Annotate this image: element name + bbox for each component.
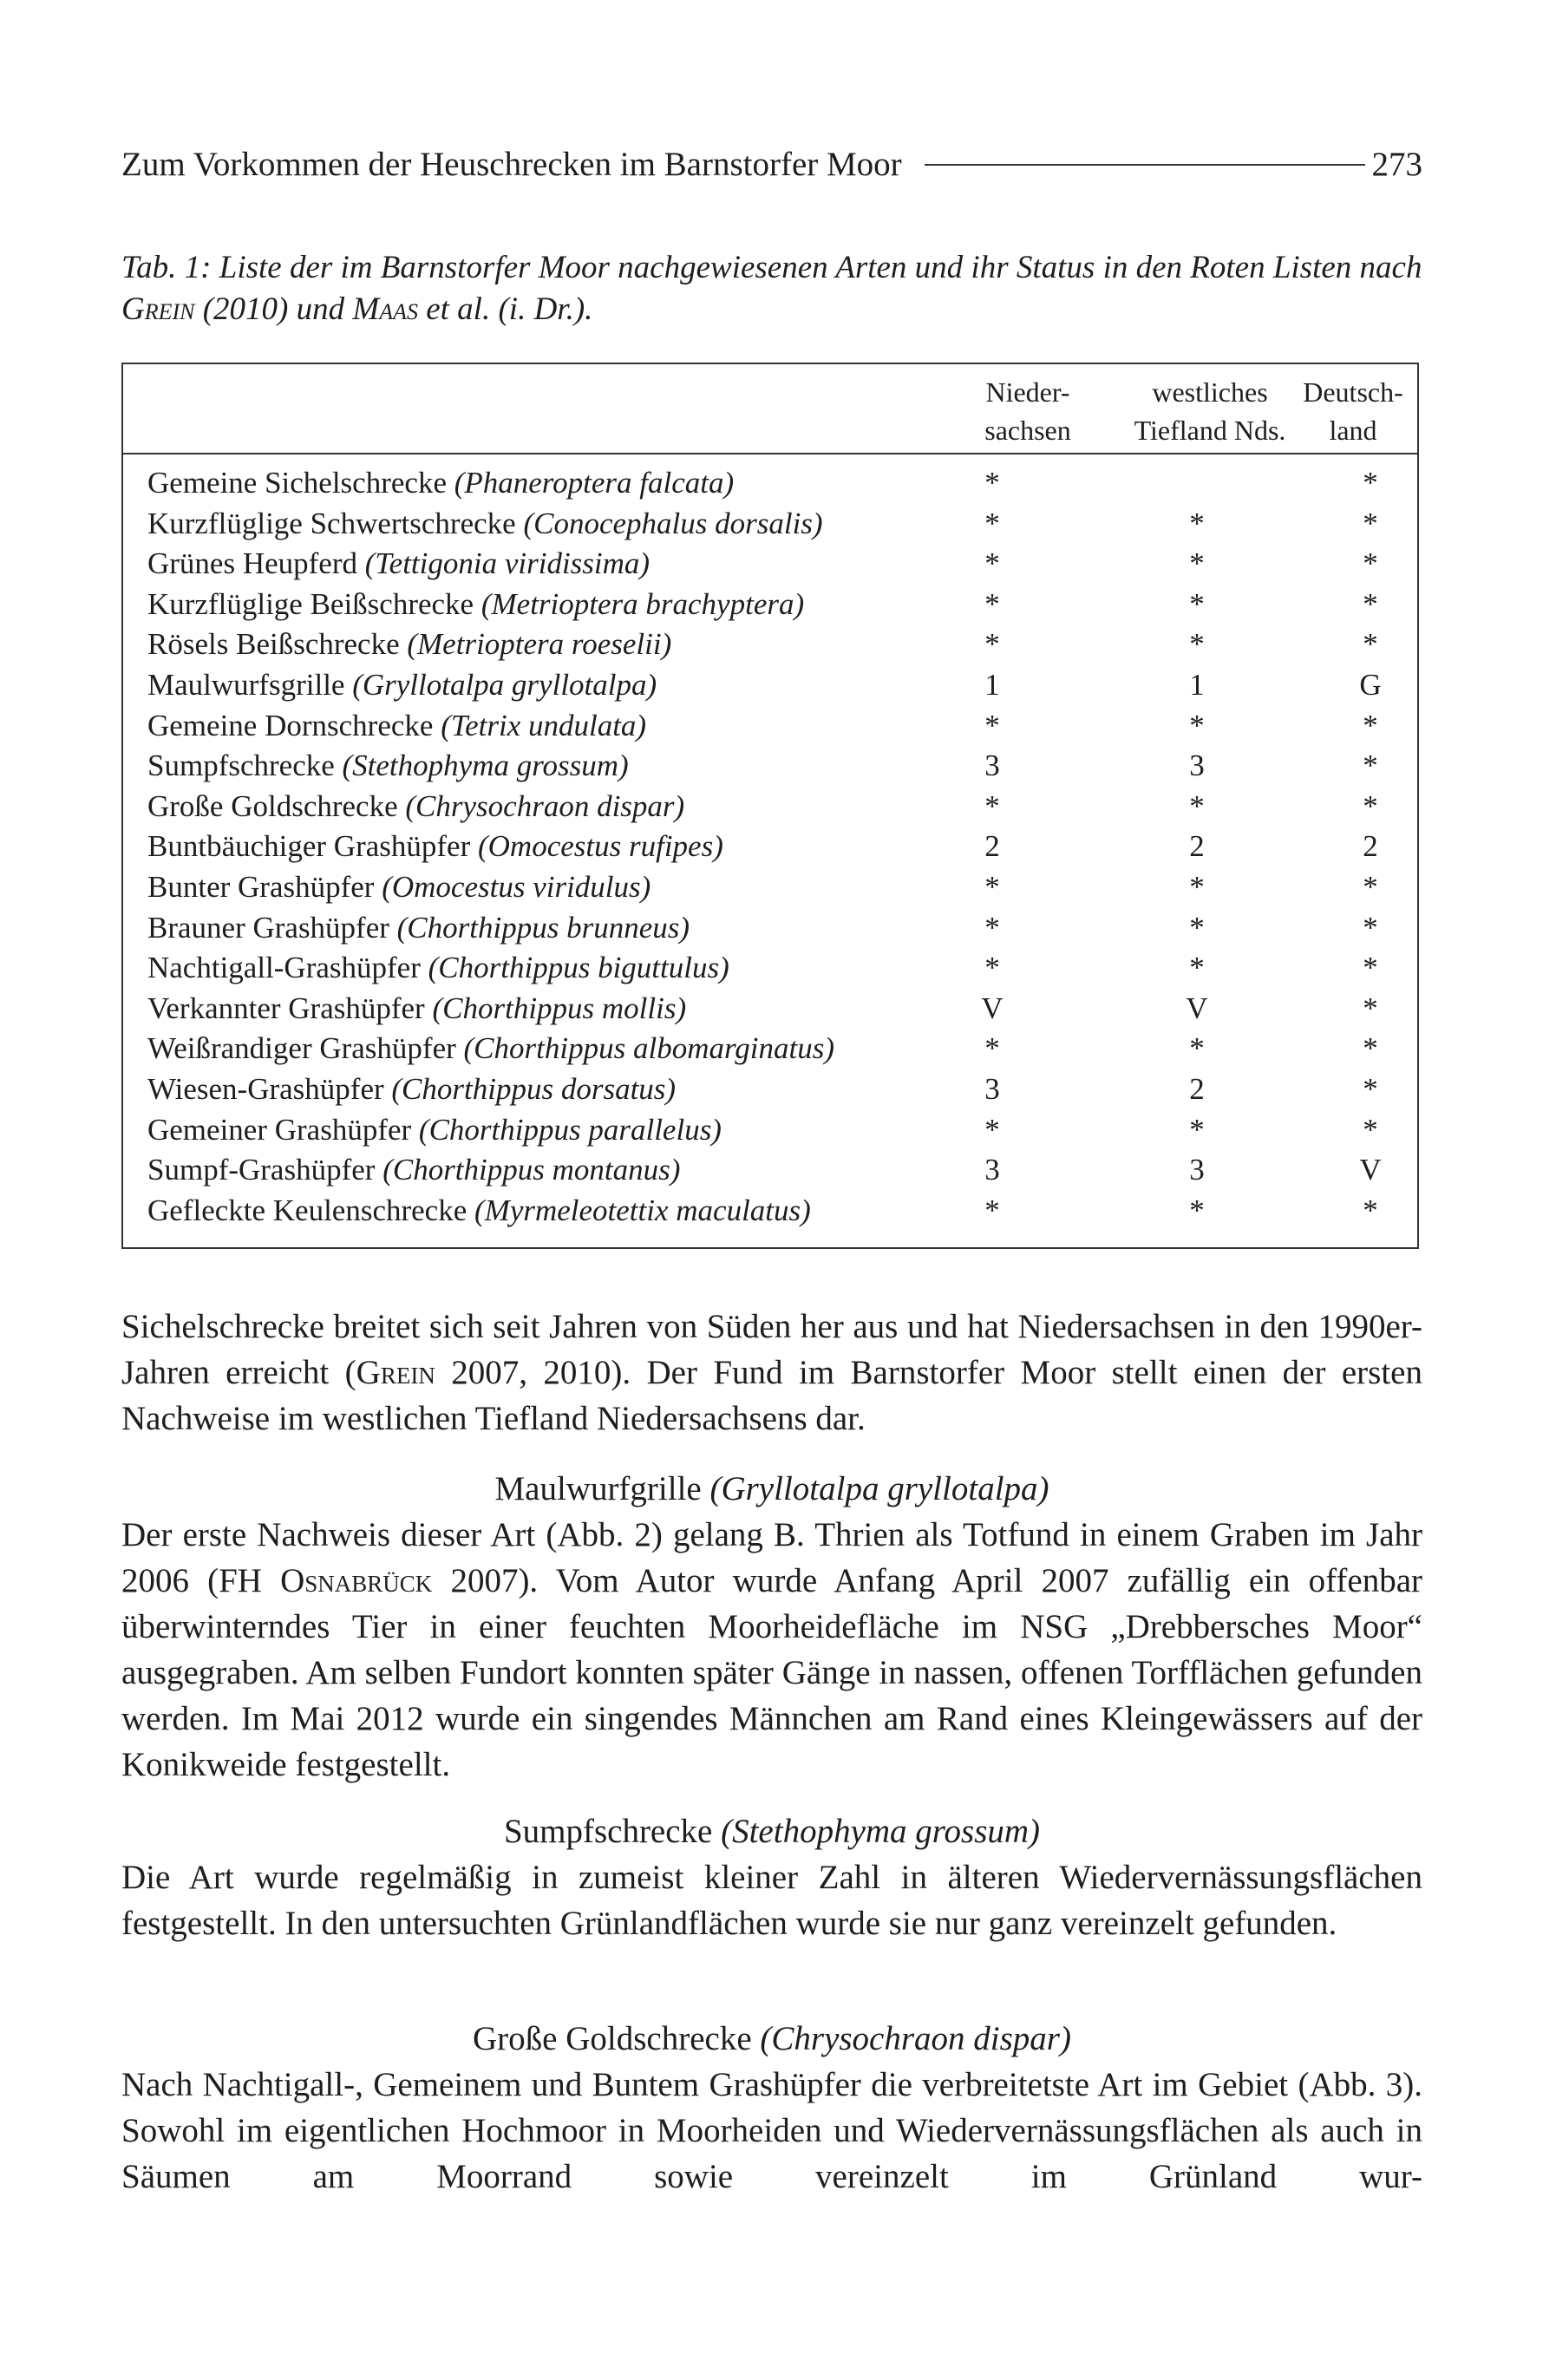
status-niedersachsen: * — [984, 951, 1000, 985]
species-name — [147, 1191, 811, 1232]
caption-text: et al. (i. Dr.). — [417, 291, 593, 327]
table-row — [147, 948, 1414, 989]
species-common-name: Gefleckte Keulenschrecke — [147, 1193, 467, 1227]
species-scientific-name: (Chorthippus mollis) — [432, 991, 687, 1025]
species-name — [147, 504, 823, 545]
species-scientific-name: (Chorthippus brunneus) — [396, 910, 690, 945]
species-name — [147, 827, 723, 867]
species-scientific-name: (Gryllotalpa gryllotalpa) — [352, 667, 657, 702]
status-deutschland: * — [1363, 586, 1378, 621]
species-name — [147, 908, 690, 949]
status-westliches-tiefland: * — [1189, 788, 1205, 823]
status-niedersachsen: * — [984, 1193, 1000, 1227]
column-header-line: sachsen — [984, 415, 1071, 446]
section-heading-sumpfschrecke — [121, 1808, 1422, 1854]
species-common-name: Grünes Heupferd — [147, 546, 357, 581]
status-deutschland: * — [1363, 546, 1378, 581]
caption-author: Maas — [352, 291, 418, 327]
species-common-name: Wiesen-Grashüpfer — [147, 1071, 384, 1106]
species-scientific-name: (Stethophyma grossum) — [342, 749, 629, 783]
paragraph-goldschrecke: Nach Nachtigall-, Gemeinem und Buntem Grashüpfer die verbreitetste Art im Gebiet (Abb. 3). Sowohl im eigentlichen Hochmoor in Moorheiden und Wiedervernässungsflächen als auch in Säumen am Moorrand sowie vereinzelt im Grünland wur- — [121, 2066, 1422, 2195]
paragraph-text: 2007, 2010). Der Fund im Barnstorfer Moor stellt einen der ersten Nachweise im westlichen Tiefland Niedersachsens dar. — [121, 1354, 1422, 1437]
paragraph-text: Sichelschrecke breitet sich seit Jahren von Süden her aus und hat Niedersachsen in den 1990er-Jahren erreicht ( — [121, 1308, 1422, 1391]
species-common-name: Bunter Grashüpfer — [147, 869, 375, 904]
column-header-deutschland — [1258, 373, 1448, 449]
status-niedersachsen: * — [984, 788, 1000, 823]
table-row — [147, 787, 1414, 827]
species-name — [147, 867, 651, 908]
species-scientific-name: (Myrmeleotettix maculatus) — [474, 1193, 811, 1227]
status-deutschland: * — [1363, 1112, 1378, 1147]
paragraph-sichelschrecke — [121, 1304, 1422, 1442]
section-heading-maulwurfgrille — [121, 1466, 1422, 1512]
column-header-line: land — [1329, 415, 1377, 446]
species-scientific-name: (Tetrix undulata) — [441, 708, 647, 742]
species-scientific-name: (Metrioptera roeselii) — [407, 627, 672, 662]
status-deutschland: * — [1363, 627, 1378, 662]
table-row — [147, 585, 1414, 625]
species-scientific-name: (Omocestus viridulus) — [382, 869, 651, 904]
species-name — [147, 624, 671, 665]
running-header — [121, 139, 1422, 191]
status-deutschland: * — [1363, 1031, 1378, 1066]
column-header-niedersachsen — [937, 373, 1119, 449]
status-niedersachsen: * — [984, 1031, 1000, 1066]
species-table — [121, 363, 1419, 1249]
paragraph-text: 2007). Vom Autor wurde Anfang April 2007 zufällig ein offenbar überwinterndes Tier in einer feuchten Moorheidefläche im NSG „Drebbersches Moor“ ausgegraben. Am selben Fundort konnten später Gänge in nassen, offenen Torfflächen gefunden werden. Im Mai 2012 wurde ein singendes Männchen am Rand eines Kleingewässers auf der Konikweide festgestellt. — [121, 1562, 1423, 1783]
status-deutschland: 2 — [1363, 829, 1378, 864]
status-deutschland: * — [1363, 951, 1378, 985]
status-niedersachsen: * — [984, 627, 1000, 662]
status-westliches-tiefland: * — [1189, 708, 1205, 742]
species-common-name: Kurzflüglige Beißschrecke — [147, 586, 474, 621]
status-niedersachsen: 3 — [984, 1071, 1000, 1106]
species-scientific-name: (Metrioptera brachyptera) — [481, 586, 805, 621]
status-deutschland: * — [1363, 708, 1378, 742]
species-common-name: Nachtigall-Grashüpfer — [147, 951, 421, 985]
status-niedersachsen: * — [984, 586, 1000, 621]
table-row — [147, 504, 1414, 545]
species-common-name: Kurzflüglige Schwertschrecke — [147, 506, 516, 540]
status-niedersachsen: * — [984, 1112, 1000, 1147]
status-deutschland: G — [1359, 667, 1382, 702]
species-name — [147, 1029, 834, 1069]
status-niedersachsen: 3 — [984, 749, 1000, 783]
status-deutschland: * — [1363, 869, 1378, 904]
status-deutschland: * — [1363, 506, 1378, 540]
column-header-line: Tiefland Nds. — [1134, 415, 1286, 446]
species-scientific-name: (Chorthippus montanus) — [382, 1153, 681, 1187]
status-deutschland: * — [1363, 1193, 1378, 1227]
species-common-name: Verkannter Grashüpfer — [147, 991, 425, 1025]
status-westliches-tiefland: 2 — [1189, 829, 1205, 864]
species-scientific-name: (Chorthippus biguttulus) — [428, 951, 729, 985]
paragraph-maulwurfgrille — [121, 1512, 1422, 1788]
caption-text: (2010) und — [194, 291, 353, 327]
species-name — [147, 1069, 676, 1110]
status-westliches-tiefland: * — [1189, 586, 1205, 621]
heading-scientific-name: (Stethophyma grossum) — [721, 1813, 1041, 1850]
species-name — [147, 1150, 680, 1191]
status-niedersachsen: V — [981, 991, 1004, 1025]
table-row — [147, 624, 1414, 665]
species-name — [147, 746, 629, 787]
caption-author: Grein — [121, 291, 195, 327]
heading-name: Sumpfschrecke — [503, 1813, 713, 1850]
species-scientific-name: (Chorthippus albomarginatus) — [463, 1031, 835, 1066]
status-niedersachsen: * — [984, 546, 1000, 581]
paragraph-sumpfschrecke: Die Art wurde regelmäßig in zumeist kleiner Zahl in älteren Wiedervernässungsflächen festgestellt. In den untersuchten Grünlandflächen wurde sie nur ganz vereinzelt gefunden. — [121, 1859, 1422, 1942]
column-header-line: westliches — [1152, 376, 1268, 408]
species-common-name: Buntbäuchiger Grashüpfer — [147, 829, 471, 864]
species-name — [147, 544, 650, 585]
status-westliches-tiefland: * — [1189, 1193, 1205, 1227]
species-common-name: Gemeine Sichelschrecke — [147, 466, 447, 500]
species-common-name: Weißrandiger Grashüpfer — [147, 1031, 456, 1066]
heading-scientific-name: (Chrysochraon dispar) — [760, 2020, 1071, 2057]
status-niedersachsen: 1 — [984, 667, 1000, 702]
status-westliches-tiefland: 1 — [1189, 667, 1205, 702]
page-number: 273 — [1371, 146, 1422, 183]
status-westliches-tiefland: * — [1189, 1112, 1205, 1147]
heading-scientific-name: (Gryllotalpa gryllotalpa) — [709, 1470, 1049, 1507]
species-scientific-name: (Chorthippus dorsatus) — [391, 1071, 677, 1106]
status-westliches-tiefland: 3 — [1189, 749, 1205, 783]
species-common-name: Sumpfschrecke — [147, 749, 335, 783]
table-row — [147, 908, 1414, 949]
status-westliches-tiefland: 2 — [1189, 1071, 1205, 1106]
table-row — [147, 665, 1414, 706]
table-row — [147, 1110, 1414, 1151]
status-deutschland: * — [1363, 991, 1378, 1025]
status-westliches-tiefland: * — [1189, 506, 1205, 540]
species-scientific-name: (Chrysochraon dispar) — [405, 788, 685, 823]
citation-author: Osnabrück — [280, 1562, 433, 1599]
status-niedersachsen: 2 — [984, 829, 1000, 864]
status-niedersachsen: * — [984, 910, 1000, 945]
status-niedersachsen: 3 — [984, 1153, 1000, 1187]
caption-text: Tab. 1: Liste der im Barnstorfer Moor nachgewiesenen Arten und ihr Status in den Roten Listen nach — [121, 250, 1422, 285]
paragraph-text: Der erste Nachweis dieser Art (Abb. 2) gelang B. Thrien als Totfund in einem Graben im Jahr 2006 (FH — [121, 1516, 1422, 1599]
status-westliches-tiefland: * — [1189, 910, 1205, 945]
heading-name: Maulwurfgrille — [494, 1470, 702, 1507]
status-deutschland: * — [1363, 749, 1378, 783]
status-deutschland: * — [1363, 466, 1378, 500]
species-scientific-name: (Phaneroptera falcata) — [454, 466, 735, 500]
species-scientific-name: (Conocephalus dorsalis) — [523, 506, 823, 540]
status-westliches-tiefland: * — [1189, 627, 1205, 662]
section-heading-goldschrecke — [121, 2016, 1422, 2062]
species-common-name: Gemeine Dornschrecke — [147, 708, 434, 742]
status-westliches-tiefland: * — [1189, 869, 1205, 904]
table-caption — [121, 247, 1422, 330]
table-row — [147, 544, 1414, 585]
status-niedersachsen: * — [984, 869, 1000, 904]
species-name — [147, 463, 734, 504]
species-scientific-name: (Omocestus rufipes) — [477, 829, 723, 864]
species-scientific-name: (Tettigonia viridissima) — [364, 546, 651, 581]
species-name — [147, 665, 657, 706]
table-row — [147, 1150, 1414, 1191]
table-header-rule — [123, 453, 1417, 454]
status-westliches-tiefland: * — [1189, 546, 1205, 581]
status-westliches-tiefland: 3 — [1189, 1153, 1205, 1187]
running-title: Zum Vorkommen der Heuschrecken im Barnstorfer Moor — [121, 146, 902, 183]
status-niedersachsen: * — [984, 506, 1000, 540]
table-row — [147, 1191, 1414, 1232]
column-header-line: Nieder- — [985, 376, 1070, 408]
table-body — [147, 463, 1414, 1231]
species-scientific-name: (Chorthippus parallelus) — [418, 1112, 722, 1147]
species-common-name: Sumpf-Grashüpfer — [147, 1153, 376, 1187]
status-deutschland: * — [1363, 788, 1378, 823]
header-rule — [925, 164, 1365, 166]
column-header-line: Deutsch- — [1303, 376, 1403, 408]
table-row — [147, 746, 1414, 787]
status-deutschland: V — [1359, 1153, 1382, 1187]
species-name — [147, 1110, 722, 1151]
status-niedersachsen: * — [984, 708, 1000, 742]
status-niedersachsen: * — [984, 466, 1000, 500]
species-name — [147, 706, 646, 747]
citation-author: Grein — [356, 1354, 435, 1391]
species-common-name: Gemeiner Grashüpfer — [147, 1112, 412, 1147]
species-common-name: Brauner Grashüpfer — [147, 910, 389, 945]
table-row — [147, 989, 1414, 1030]
species-name — [147, 585, 804, 625]
species-name — [147, 787, 684, 827]
status-westliches-tiefland: * — [1189, 1031, 1205, 1066]
table-row — [147, 1029, 1414, 1069]
status-westliches-tiefland: * — [1189, 951, 1205, 985]
species-name — [147, 989, 686, 1030]
table-row — [147, 463, 1414, 504]
status-westliches-tiefland: V — [1186, 991, 1208, 1025]
table-row — [147, 1069, 1414, 1110]
table-row — [147, 827, 1414, 867]
heading-name: Große Goldschrecke — [473, 2020, 752, 2057]
species-common-name: Maulwurfsgrille — [147, 667, 345, 702]
table-row — [147, 706, 1414, 747]
status-deutschland: * — [1363, 910, 1378, 945]
status-deutschland: * — [1363, 1071, 1378, 1106]
species-common-name: Rösels Beißschrecke — [147, 627, 400, 662]
species-common-name: Große Goldschrecke — [147, 788, 398, 823]
table-row — [147, 867, 1414, 908]
species-name — [147, 948, 729, 989]
